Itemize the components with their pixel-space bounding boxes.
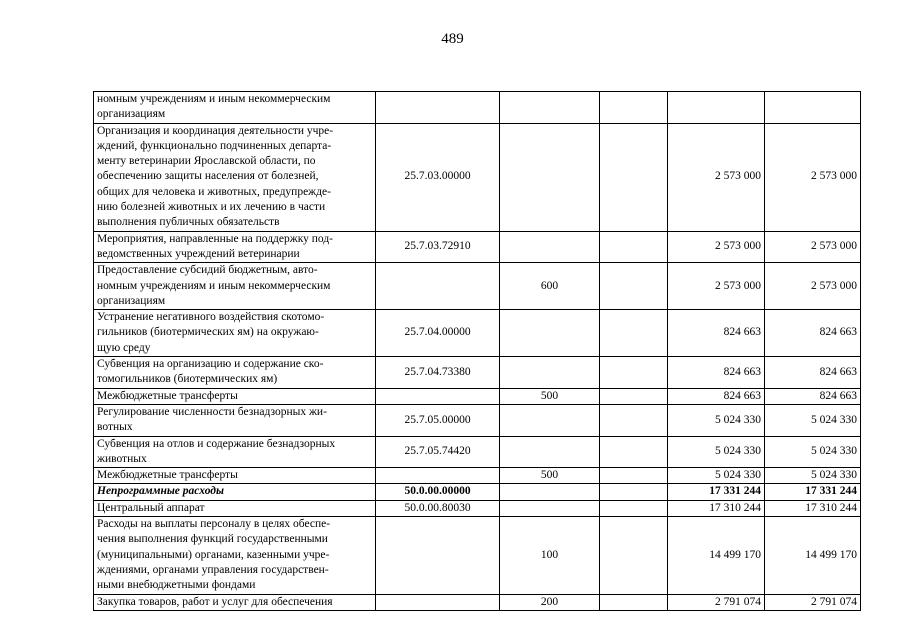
expense-name-line: щую среду	[97, 341, 151, 354]
cell-blank	[600, 484, 668, 500]
cell-expense-type	[500, 357, 600, 389]
cell-blank	[600, 594, 668, 610]
cell-amount-year2: 2 573 000	[765, 123, 861, 231]
table-row	[94, 263, 861, 310]
cell-blank	[600, 388, 668, 404]
table-row	[94, 92, 861, 124]
cell-expense-name	[94, 404, 376, 436]
cell-amount-year2: 17 310 244	[765, 500, 861, 516]
cell-expense-type: 500	[500, 388, 600, 404]
cell-amount-year2	[765, 92, 861, 124]
cell-blank	[600, 468, 668, 484]
cell-expense-name	[94, 468, 376, 484]
cell-target-code	[376, 388, 500, 404]
cell-target-code: 25.7.03.72910	[376, 231, 500, 263]
cell-expense-name	[94, 594, 376, 610]
table-row	[94, 484, 861, 500]
expense-name-line: томогильников (биотермических ям)	[97, 373, 278, 386]
expense-name-line: ждениями, органами управления государствен-	[97, 563, 329, 576]
cell-amount-year1: 2 791 074	[668, 594, 765, 610]
expense-name-line: ными внебюджетными фондами	[97, 579, 256, 592]
expense-name-line: Организация и координация деятельности учре-	[97, 124, 334, 137]
expense-name-line: обеспечению защиты населения от болезней,	[97, 170, 319, 183]
expense-name-line: Устранение негативного воздействия скотомо-	[97, 311, 325, 324]
cell-amount-year1: 2 573 000	[668, 263, 765, 310]
cell-amount-year1: 17 310 244	[668, 500, 765, 516]
cell-blank	[600, 92, 668, 124]
table-row	[94, 594, 861, 610]
table-row	[94, 388, 861, 404]
cell-expense-name	[94, 123, 376, 231]
cell-expense-name	[94, 357, 376, 389]
cell-amount-year2: 17 331 244	[765, 484, 861, 500]
expense-name-line: Субвенция на организацию и содержание ско-	[97, 358, 324, 371]
cell-blank	[600, 123, 668, 231]
cell-amount-year1: 5 024 330	[668, 436, 765, 468]
table-row	[94, 404, 861, 436]
expense-name-line: Межбюджетные трансферты	[97, 469, 238, 482]
expense-name-line: номным учреждениям и иным некоммерческим	[97, 279, 331, 292]
expense-name-line: нию болезней животных и их лечению в части	[97, 201, 326, 214]
expense-name-line: Субвенция на отлов и содержание безнадзорных	[97, 437, 336, 450]
table-row	[94, 123, 861, 231]
cell-amount-year1: 824 663	[668, 357, 765, 389]
cell-expense-name	[94, 500, 376, 516]
expense-name-line: Регулирование численности безнадзорных жи-	[97, 405, 327, 418]
expense-name-line: Межбюджетные трансферты	[97, 389, 238, 402]
cell-expense-type	[500, 310, 600, 357]
cell-expense-type: 600	[500, 263, 600, 310]
cell-amount-year1: 14 499 170	[668, 517, 765, 594]
cell-amount-year1: 2 573 000	[668, 123, 765, 231]
cell-expense-type: 500	[500, 468, 600, 484]
expense-name-line: чения выполнения функций государственными	[97, 533, 328, 546]
table-row	[94, 357, 861, 389]
expense-name-line: Расходы на выплаты персоналу в целях обеспе-	[97, 518, 331, 531]
cell-expense-type	[500, 436, 600, 468]
cell-blank	[600, 357, 668, 389]
table-row	[94, 436, 861, 468]
cell-amount-year2: 824 663	[765, 357, 861, 389]
cell-amount-year2: 2 573 000	[765, 231, 861, 263]
cell-amount-year2: 5 024 330	[765, 404, 861, 436]
cell-blank	[600, 404, 668, 436]
cell-expense-type	[500, 404, 600, 436]
cell-amount-year2: 5 024 330	[765, 436, 861, 468]
cell-expense-type	[500, 500, 600, 516]
page-number: 489	[441, 31, 464, 47]
cell-amount-year2: 5 024 330	[765, 468, 861, 484]
cell-expense-type	[500, 231, 600, 263]
cell-expense-type	[500, 484, 600, 500]
cell-blank	[600, 310, 668, 357]
cell-expense-type: 200	[500, 594, 600, 610]
budget-table-body	[94, 92, 861, 611]
expense-name-line: менту ветеринарии Ярославской области, по	[97, 155, 316, 168]
expense-name-line: вотных	[97, 421, 133, 434]
expense-name-line: Закупка товаров, работ и услуг для обеспечения	[97, 595, 333, 608]
cell-amount-year2: 824 663	[765, 388, 861, 404]
expense-name-line: гильников (биотермических ям) на окружаю-	[97, 326, 319, 339]
expense-name-line: номным учреждениям и иным некоммерческим	[97, 93, 331, 105]
table-row	[94, 310, 861, 357]
expense-name-line: Предоставление субсидий бюджетным, авто-	[97, 264, 318, 277]
cell-expense-type: 100	[500, 517, 600, 594]
table-row	[94, 500, 861, 516]
expense-name-line: Центральный аппарат	[97, 501, 205, 514]
table-row	[94, 468, 861, 484]
cell-amount-year2: 14 499 170	[765, 517, 861, 594]
cell-blank	[600, 500, 668, 516]
cell-target-code: 50.0.00.00000	[376, 484, 500, 500]
expense-name-line: организациям	[97, 294, 166, 307]
cell-target-code: 50.0.00.80030	[376, 500, 500, 516]
cell-target-code	[376, 92, 500, 124]
expense-name-line: Мероприятия, направленные на поддержку под-	[97, 232, 334, 245]
expense-name-line: (муниципальными) органами, казенными учре-	[97, 548, 330, 561]
cell-expense-type	[500, 123, 600, 231]
expense-name-line: организациям	[97, 108, 166, 121]
cell-target-code: 25.7.03.00000	[376, 123, 500, 231]
cell-amount-year1: 2 573 000	[668, 231, 765, 263]
cell-expense-type	[500, 92, 600, 124]
expense-name-line: выполнения публичных обязательств	[97, 216, 280, 229]
cell-expense-name	[94, 388, 376, 404]
cell-target-code	[376, 468, 500, 484]
cell-amount-year1: 5 024 330	[668, 404, 765, 436]
cell-amount-year1: 17 331 244	[668, 484, 765, 500]
table-row	[94, 517, 861, 594]
cell-amount-year2: 2 573 000	[765, 263, 861, 310]
cell-target-code: 25.7.05.74420	[376, 436, 500, 468]
cell-target-code: 25.7.04.00000	[376, 310, 500, 357]
cell-blank	[600, 517, 668, 594]
cell-expense-name	[94, 92, 376, 124]
cell-expense-name	[94, 231, 376, 263]
cell-amount-year2: 824 663	[765, 310, 861, 357]
expense-name-line: Непрограммные расходы	[97, 485, 224, 498]
table-row	[94, 231, 861, 263]
cell-target-code: 25.7.04.73380	[376, 357, 500, 389]
cell-expense-name	[94, 263, 376, 310]
expense-name-line: ждений, функционально подчиненных департа-	[97, 139, 332, 152]
cell-blank	[600, 231, 668, 263]
cell-target-code	[376, 517, 500, 594]
cell-target-code	[376, 594, 500, 610]
cell-expense-name	[94, 436, 376, 468]
cell-blank	[600, 436, 668, 468]
cell-expense-name	[94, 517, 376, 594]
cell-amount-year1: 824 663	[668, 310, 765, 357]
expense-name-line: животных	[97, 452, 147, 465]
cell-amount-year1: 824 663	[668, 388, 765, 404]
cell-amount-year2: 2 791 074	[765, 594, 861, 610]
budget-table	[93, 91, 861, 611]
cell-amount-year1	[668, 92, 765, 124]
cell-target-code: 25.7.05.00000	[376, 404, 500, 436]
cell-amount-year1: 5 024 330	[668, 468, 765, 484]
expense-name-line: общих для человека и животных, предупрежде-	[97, 185, 331, 198]
cell-expense-name	[94, 310, 376, 357]
cell-target-code	[376, 263, 500, 310]
cell-expense-name	[94, 484, 376, 500]
cell-blank	[600, 263, 668, 310]
expense-name-line: ведомственных учреждений ветеринарии	[97, 247, 300, 260]
